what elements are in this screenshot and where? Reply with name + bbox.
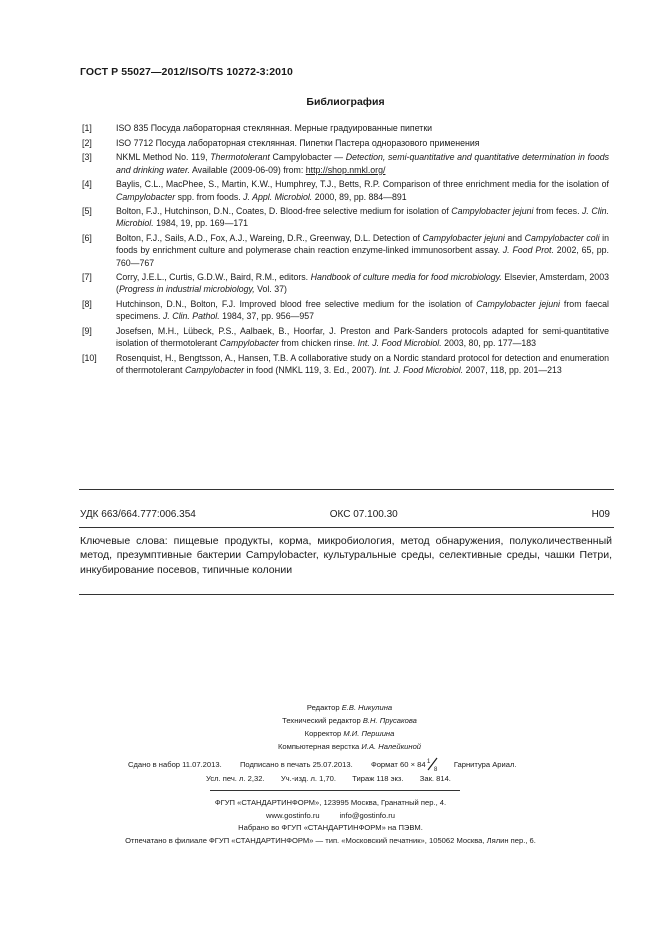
reference-item (82, 122, 609, 134)
reference-item (82, 205, 609, 229)
udc-code: УДК 663/664.777:006.354 (80, 509, 196, 520)
reference-text: ISO 835 Посуда лабораторная стеклянная. Мерные градуированные пипетки (116, 123, 433, 133)
group-code: H09 (591, 509, 610, 520)
publisher-site[interactable]: www.gostinfo.ru (265, 810, 320, 820)
divider-middle (79, 527, 614, 528)
order-number: Зак. 814. (419, 774, 451, 783)
reference-text: Hutchinson, D.N., Bolton, F.J. Improved blood free selective medium for the isolation of Campylobacter jejuni from faecal specimens. J. Clin. Pathol. 1984, 37, pp. 956—957 (116, 299, 609, 322)
keywords-paragraph: Ключевые слова: пищевые продукты, корма, микробиология, метод обнаружения, полуколичественный метод, презумптивные бактерии Campylobacter, культуральные среды, селективные среды, чашки Петри, инкубирование посевов, типичные колонии (80, 535, 612, 576)
standard-code-header: ГОСТ Р 55027—2012/ISO/TS 10272-3:2010 (80, 66, 293, 78)
reference-item (82, 271, 609, 295)
reference-item (82, 151, 609, 175)
print-run: Тираж 118 экз. (352, 774, 404, 783)
publisher-block (0, 797, 661, 847)
reference-number: [7] (82, 272, 92, 283)
format-label: Формат 60 × 84 (370, 760, 426, 769)
reference-number: [2] (82, 137, 92, 148)
reference-item (82, 325, 609, 349)
staff-editor: Редактор Е.В. Никулина (306, 703, 393, 712)
reference-item (82, 232, 609, 269)
bibliography-title: Библиография (306, 96, 385, 108)
print-info-line2 (206, 774, 451, 783)
staff-corrector: Корректор М.И. Першина (304, 729, 395, 738)
svg-text:8: 8 (433, 767, 437, 772)
reference-text: Bolton, F.J., Sails, A.D., Fox, A.J., Wareing, D.R., Greenway, D.L. Detection of Campylobacter jejuni and Campylobacter coli in foods by enrichment culture and polymerase chain reaction enzyme-linked immunosorbent assay. J. Food Prot. 2002, 65, pp. 760—767 (116, 233, 609, 268)
reference-item (82, 298, 609, 322)
reference-text: Josefsen, M.H., Lübeck, P.S., Aalbaek, B., Hoorfar, J. Preston and Park-Sanders protocols adapted for semi-quantitative isolation of thermotolerant Campylobacter from chicken rinse. Int. J. Food Microbiol. 2003, 80, pp. 177—183 (116, 326, 609, 349)
publisher-email[interactable]: info@gostinfo.ru (339, 810, 396, 820)
publisher-address: ФГУП «СТАНДАРТИНФОРМ», 123995 Москва, Гранатный пер., 4. (214, 798, 447, 807)
reference-text: ISO 7712 Посуда лабораторная стеклянная. Пипетки Пастера одноразового применения (116, 137, 480, 148)
reference-text: Bolton, F.J., Hutchinson, D.N., Coates, D. Blood-free selective medium for isolation of Campylobacter jejuni from feces. J. Clin. Microbiol. 1984, 19, pp. 169—171 (116, 206, 609, 229)
reference-number: [4] (82, 179, 92, 190)
reference-number: [9] (82, 326, 92, 337)
signed-date: Подписано в печать 25.07.2013. (239, 760, 353, 769)
svg-text:1: 1 (426, 759, 430, 765)
typeset-note: Набрано во ФГУП «СТАНДАРТИНФОРМ» на ПЭВМ. (238, 823, 423, 832)
reference-number: [1] (82, 123, 92, 133)
reference-number: [10] (82, 352, 97, 363)
reference-text: Rosenquist, H., Bengtsson, A., Hansen, T.B. A collaborative study on a Nordic standard protocol for detection and enumeration of thermotolerant Campylobacter in food (NMKL 119, 3. Ed., 2007). Int. J. Food Microbiol. 2007, 118, pp. 201—213 (116, 352, 609, 376)
divider-top (79, 489, 614, 490)
staff-layout: Компьютерная верстка И.А. Налейкиной (277, 742, 422, 751)
edition-sheets: Уч.-изд. л. 1,70. (280, 774, 336, 783)
font-name: Гарнитура Ариал. (453, 760, 517, 769)
reference-text: NKML Method No. 119, Thermotolerant Campylobacter — Detection, semi-quantitative and quantitative determination in foods and drinking water. Available (2009-06-09) from: http://shop.nmkl.org/ (116, 152, 610, 175)
divider-bottom (79, 594, 614, 595)
reference-item (82, 137, 609, 149)
printed-note: Отпечатано в филиале ФГУП «СТАНДАРТИНФОРМ» — тип. «Московский печатник», 105062 Москва, Лялин пер., 6. (125, 835, 536, 845)
staff-tech-editor: Технический редактор В.Н. Прусакова (282, 716, 417, 725)
publisher-contacts (0, 810, 661, 823)
staff-block (0, 701, 661, 753)
reference-number: [3] (82, 152, 92, 163)
format-fraction (426, 760, 440, 770)
reference-list (82, 122, 609, 379)
reference-text: Baylis, C.L., MacPhee, S., Martin, K.W., Humphrey, T.J., Betts, R.P. Comparison of three enrichment media for the isolation of Campylobacter spp. from foods. J. Appl. Microbiol. 2000, 89, pp. 884—891 (116, 179, 609, 202)
submitted-date: Сдано в набор 11.07.2013. (128, 760, 222, 769)
oks-code: ОКС 07.100.30 (329, 509, 398, 520)
print-sheets: Усл. печ. л. 2,32. (206, 774, 265, 783)
reference-item (82, 352, 609, 376)
reference-number: [8] (82, 299, 92, 310)
classification-row (80, 509, 610, 520)
divider-imprint (210, 790, 460, 791)
print-info-line1 (128, 760, 517, 770)
reference-item (82, 178, 609, 202)
reference-number: [6] (82, 233, 92, 244)
reference-number: [5] (82, 206, 92, 217)
reference-text: Corry, J.E.L., Curtis, G.D.W., Baird, R.M., editors. Handbook of culture media for food microbiology. Elsevier, Amsterdam, 2003 (Progress in industrial microbiology, Vol. 37) (116, 272, 609, 295)
